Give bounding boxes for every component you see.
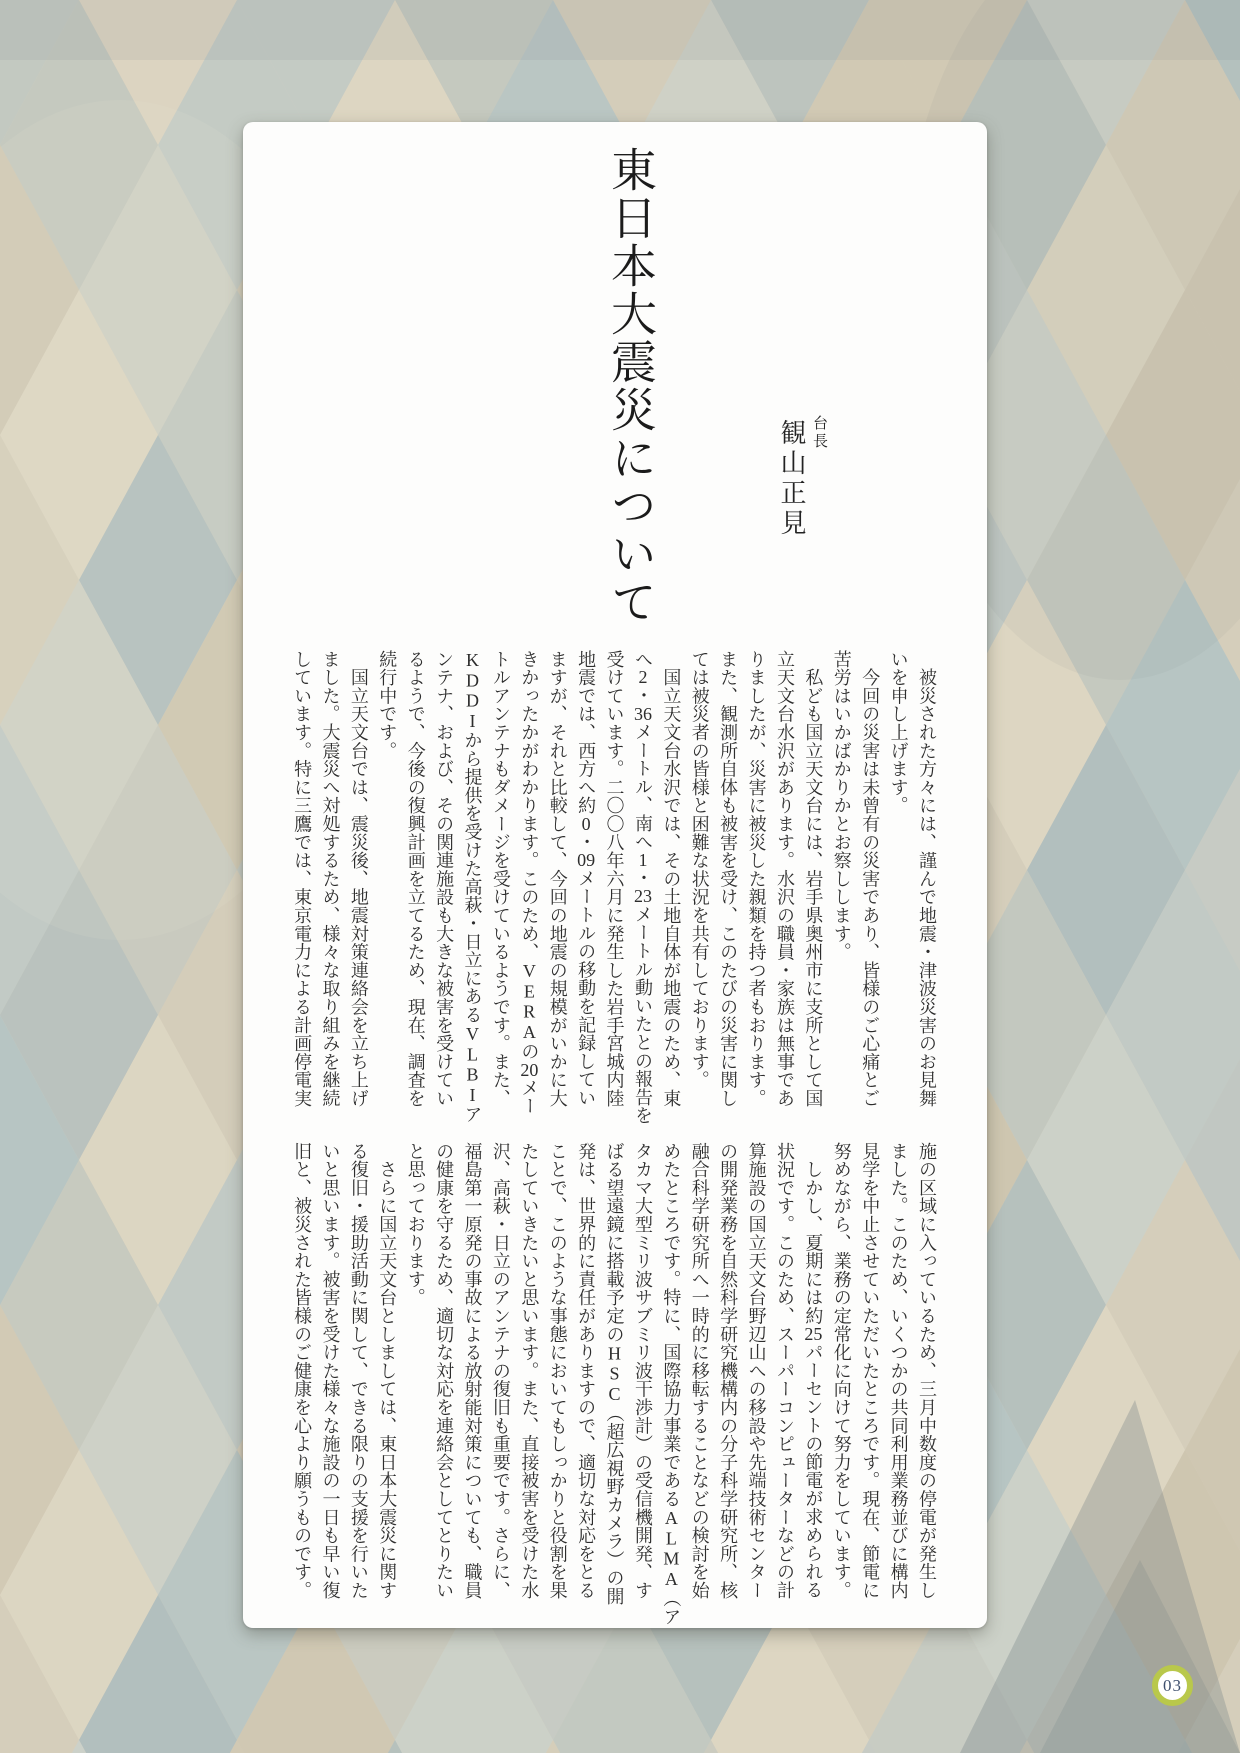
text-line: と思っております。 <box>405 1142 426 1307</box>
text-line: へ2・36メートル、南へ1・23メートル動いたとの報告を <box>632 650 653 1125</box>
author-name: 観山正見 <box>777 419 806 539</box>
author-role: 台長 <box>811 415 827 451</box>
text-line: 苦労はいかばかりかとお察しします。 <box>831 650 852 962</box>
text-line: 施の区域に入っているため、三月中数度の停電が発生し <box>917 1142 937 1600</box>
text-line: 状況です。このため、スーパーコンピューターなどの計 <box>774 1142 795 1600</box>
text-line: 発は、世界的に責任がありますので、適切な対応をとる <box>576 1142 597 1600</box>
text-line: ばる望遠鏡に搭載予定のHSC（超広視野カメラ）の開 <box>604 1142 625 1606</box>
text-line: いを申し上げます。 <box>888 650 909 815</box>
page-number: 03 <box>1163 1675 1182 1695</box>
text-line: 旧と、被災された皆様のご健康を心より願うものです。 <box>292 1142 313 1600</box>
text-line: 努めながら、業務の定常化に向けて努力をしています。 <box>831 1142 852 1600</box>
text-line: 国立天文台水沢では、その土地自体が地震のため、東 <box>661 650 682 1108</box>
text-line: めたところです。特に、国際協力事業であるALMA（ア <box>661 1142 682 1626</box>
body-text-upper <box>285 650 941 1125</box>
text-line: また、観測所自体も被害を受け、このたびの災害に関し <box>718 650 739 1108</box>
text-line: ことで、このような事態においてもしっかりと役割を果 <box>547 1142 568 1600</box>
text-line: 福島第一原発の事故による放射能対策についても、職員 <box>462 1142 483 1600</box>
text-line: KDDIから提供を受けた高萩・日立にあるVLBIア <box>462 650 483 1124</box>
text-line: 受けています。二〇〇八年六月に発生した岩手宮城内陸 <box>604 650 625 1108</box>
text-line: しかし、夏期には約25パーセントの節電が求められる <box>803 1142 824 1600</box>
text-line: 沢、高萩・日立のアンテナの復旧も重要です。さらに、 <box>490 1142 511 1600</box>
text-line: りましたが、災害に被災した親類を持つ者もおります。 <box>746 650 767 1108</box>
text-line: 算施設の国立天文台野辺山への移設や先端技術センター <box>746 1142 767 1600</box>
author-block <box>774 412 830 672</box>
body-text-lower <box>285 1142 941 1626</box>
text-line: るようで、今後の復興計画を立てるため、現在、調査を <box>405 650 426 1108</box>
article-title: 東日本大震災について <box>605 146 656 626</box>
text-line: 私ども国立天文台には、岩手県奥州市に支所として国 <box>803 650 824 1108</box>
text-line: ンテナ、および、その関連施設も大きな被害を受けてい <box>434 650 455 1108</box>
page-number-badge <box>1152 1665 1193 1706</box>
text-line: さらに国立天文台としましては、東日本大震災に関す <box>377 1142 398 1600</box>
text-line: たしていきたいと思います。また、直接被害を受けた水 <box>519 1142 540 1600</box>
text-line: タカマ大型ミリ波サブミリ波干渉計）の受信機開発、す <box>632 1142 653 1600</box>
article-card <box>243 122 987 1628</box>
text-line: いと思います。被害を受けた様々な施設の一日も早い復 <box>320 1142 341 1600</box>
text-line: 地震では、西方へ約0・09メートルの移動を記録してい <box>576 650 597 1107</box>
text-line: 見学を中止させていただいたところです。現在、節電に <box>860 1142 881 1600</box>
text-line: しています。特に三鷹では、東京電力による計画停電実 <box>292 650 313 1108</box>
text-line: の開発業務を自然科学研究機構内の分子科学研究所、核 <box>718 1142 739 1600</box>
text-line: きかったかがわかります。このため、VERAの20メー <box>519 650 540 1116</box>
text-line: の健康を守るため、適切な対応を連絡会としてとりたい <box>434 1142 455 1600</box>
text-line: 今回の災害は未曾有の災害であり、皆様のご心痛とご <box>860 650 881 1108</box>
text-line: 国立天文台では、震災後、地震対策連絡会を立ち上げ <box>348 650 369 1108</box>
text-line: ては被災者の皆様と困難な状況を共有しております。 <box>689 650 710 1090</box>
text-line: トルアンテナもダメージを受けているようです。また、 <box>490 650 511 1108</box>
text-line: ました。大震災へ対処するため、様々な取り組みを継続 <box>320 650 341 1108</box>
text-line: 立天文台水沢があります。水沢の職員・家族は無事であ <box>774 650 795 1108</box>
text-line: 被災された方々には、謹んで地震・津波災害のお見舞 <box>917 650 937 1108</box>
text-line: 続行中です。 <box>377 650 398 760</box>
text-line: ますが、それと比較して、今回の地震の規模がいかに大 <box>547 650 568 1108</box>
text-line: 融合科学研究所へ一時的に移転することなどの検討を始 <box>689 1142 710 1600</box>
text-line: ました。このため、いくつかの共同利用業務並びに構内 <box>888 1142 909 1600</box>
text-line: る復旧・援助活動に関して、できる限りの支援を行いた <box>348 1142 369 1600</box>
